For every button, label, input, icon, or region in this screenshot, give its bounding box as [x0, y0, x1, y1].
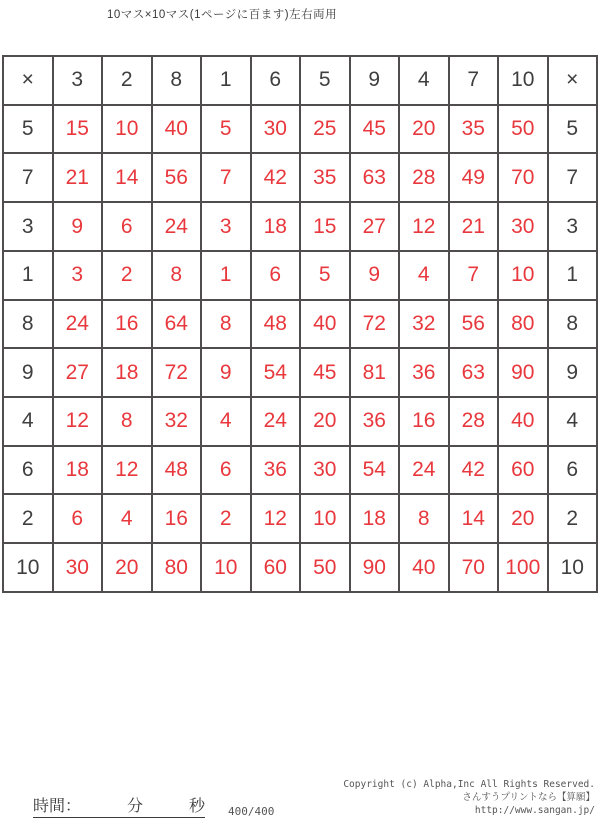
answer-cell: 70 — [449, 543, 499, 592]
answer-cell: 32 — [152, 397, 202, 446]
multiplication-table — [2, 55, 598, 593]
answer-cell: 18 — [53, 446, 103, 495]
col-header-cell: 1 — [201, 56, 251, 105]
answer-cell: 48 — [251, 300, 301, 349]
col-header-cell: 6 — [251, 56, 301, 105]
multiplication-table-body — [3, 56, 597, 592]
answer-cell: 7 — [201, 153, 251, 202]
row-header-cell: 7 — [3, 153, 53, 202]
row-header-cell: 5 — [548, 105, 598, 154]
operator-cell: × — [548, 56, 598, 105]
col-header-cell: 10 — [498, 56, 548, 105]
row-header-cell: 2 — [3, 494, 53, 543]
col-header-cell: 8 — [152, 56, 202, 105]
page-title: 10マス×10マス(1ページに百ます)左右両用 — [107, 9, 338, 21]
row-header-cell: 7 — [548, 153, 598, 202]
answer-cell: 20 — [498, 494, 548, 543]
col-header-cell: 9 — [350, 56, 400, 105]
answer-cell: 25 — [300, 105, 350, 154]
credits-block — [343, 779, 595, 817]
answer-cell: 48 — [152, 446, 202, 495]
answer-cell: 90 — [498, 348, 548, 397]
answer-cell: 36 — [251, 446, 301, 495]
answer-cell: 10 — [102, 105, 152, 154]
answer-cell: 20 — [399, 105, 449, 154]
answer-cell: 18 — [251, 202, 301, 251]
row-header-cell: 1 — [3, 251, 53, 300]
row-header-cell: 3 — [3, 202, 53, 251]
answer-cell: 16 — [152, 494, 202, 543]
answer-cell: 28 — [449, 397, 499, 446]
table-row — [3, 105, 597, 154]
answer-cell: 20 — [300, 397, 350, 446]
answer-cell: 8 — [152, 251, 202, 300]
answer-cell: 63 — [350, 153, 400, 202]
table-row — [3, 251, 597, 300]
answer-cell: 2 — [102, 251, 152, 300]
row-header-cell: 9 — [3, 348, 53, 397]
answer-cell: 8 — [399, 494, 449, 543]
row-header-cell: 1 — [548, 251, 598, 300]
answer-cell: 15 — [300, 202, 350, 251]
table-row — [3, 397, 597, 446]
answer-cell: 4 — [201, 397, 251, 446]
answer-cell: 16 — [399, 397, 449, 446]
answer-cell: 12 — [102, 446, 152, 495]
answer-cell: 18 — [350, 494, 400, 543]
answer-cell: 64 — [152, 300, 202, 349]
answer-cell: 10 — [498, 251, 548, 300]
header-row — [3, 56, 597, 105]
row-header-cell: 3 — [548, 202, 598, 251]
answer-cell: 4 — [102, 494, 152, 543]
answer-cell: 6 — [102, 202, 152, 251]
answer-cell: 9 — [201, 348, 251, 397]
row-header-cell: 10 — [548, 543, 598, 592]
row-header-cell: 6 — [3, 446, 53, 495]
row-header-cell: 10 — [3, 543, 53, 592]
answer-cell: 6 — [53, 494, 103, 543]
table-row — [3, 153, 597, 202]
answer-cell: 42 — [449, 446, 499, 495]
answer-cell: 9 — [53, 202, 103, 251]
copyright-text: Copyright (c) Alpha,Inc All Rights Reserved. — [343, 779, 595, 790]
answer-cell: 54 — [251, 348, 301, 397]
col-header-cell: 7 — [449, 56, 499, 105]
answer-cell: 50 — [498, 105, 548, 154]
answer-cell: 5 — [201, 105, 251, 154]
answer-cell: 60 — [498, 446, 548, 495]
answer-cell: 30 — [498, 202, 548, 251]
answer-cell: 9 — [350, 251, 400, 300]
answer-cell: 49 — [449, 153, 499, 202]
answer-cell: 40 — [498, 397, 548, 446]
answer-cell: 21 — [449, 202, 499, 251]
answer-cell: 24 — [53, 300, 103, 349]
row-header-cell: 8 — [3, 300, 53, 349]
table-row — [3, 446, 597, 495]
answer-cell: 30 — [53, 543, 103, 592]
row-header-cell: 2 — [548, 494, 598, 543]
answer-cell: 10 — [201, 543, 251, 592]
table-row — [3, 300, 597, 349]
answer-cell: 40 — [399, 543, 449, 592]
col-header-cell: 4 — [399, 56, 449, 105]
col-header-cell: 2 — [102, 56, 152, 105]
row-header-cell: 4 — [548, 397, 598, 446]
answer-cell: 42 — [251, 153, 301, 202]
answer-cell: 15 — [53, 105, 103, 154]
answer-cell: 80 — [152, 543, 202, 592]
col-header-cell: 5 — [300, 56, 350, 105]
time-entry-line — [33, 799, 205, 818]
answer-cell: 1 — [201, 251, 251, 300]
answer-cell: 40 — [152, 105, 202, 154]
row-header-cell: 9 — [548, 348, 598, 397]
answer-cell: 36 — [350, 397, 400, 446]
answer-cell: 27 — [350, 202, 400, 251]
answer-cell: 28 — [399, 153, 449, 202]
row-header-cell: 4 — [3, 397, 53, 446]
answer-cell: 72 — [152, 348, 202, 397]
row-header-cell: 6 — [548, 446, 598, 495]
answer-cell: 7 — [449, 251, 499, 300]
answer-cell: 32 — [399, 300, 449, 349]
answer-cell: 3 — [53, 251, 103, 300]
answer-cell: 4 — [399, 251, 449, 300]
table-row — [3, 494, 597, 543]
answer-cell: 27 — [53, 348, 103, 397]
time-label: 時間： — [33, 798, 82, 815]
answer-cell: 12 — [399, 202, 449, 251]
answer-cell: 40 — [300, 300, 350, 349]
answer-cell: 80 — [498, 300, 548, 349]
answer-cell: 35 — [449, 105, 499, 154]
table-row — [3, 348, 597, 397]
answer-cell: 21 — [53, 153, 103, 202]
brand-text: さんすうプリントなら【算願】 — [462, 791, 595, 803]
answer-cell: 60 — [251, 543, 301, 592]
site-url: http://www.sangan.jp/ — [474, 804, 595, 816]
answer-cell: 30 — [251, 105, 301, 154]
answer-cell: 70 — [498, 153, 548, 202]
answer-cell: 8 — [102, 397, 152, 446]
answer-cell: 63 — [449, 348, 499, 397]
answer-cell: 14 — [102, 153, 152, 202]
answer-cell: 8 — [201, 300, 251, 349]
answer-cell: 56 — [449, 300, 499, 349]
col-header-cell: 3 — [53, 56, 103, 105]
answer-cell: 50 — [300, 543, 350, 592]
answer-cell: 5 — [300, 251, 350, 300]
answer-cell: 90 — [350, 543, 400, 592]
row-header-cell: 8 — [548, 300, 598, 349]
answer-cell: 2 — [201, 494, 251, 543]
table-row — [3, 543, 597, 592]
answer-cell: 16 — [102, 300, 152, 349]
answer-cell: 12 — [251, 494, 301, 543]
table-row — [3, 202, 597, 251]
answer-cell: 45 — [300, 348, 350, 397]
answer-cell: 24 — [399, 446, 449, 495]
row-header-cell: 5 — [3, 105, 53, 154]
problem-count: 400/400 — [228, 805, 275, 818]
answer-cell: 6 — [251, 251, 301, 300]
answer-cell: 3 — [201, 202, 251, 251]
answer-cell: 54 — [350, 446, 400, 495]
answer-cell: 14 — [449, 494, 499, 543]
answer-cell: 100 — [498, 543, 548, 592]
answer-cell: 12 — [53, 397, 103, 446]
answer-cell: 36 — [399, 348, 449, 397]
answer-cell: 56 — [152, 153, 202, 202]
seconds-label: 秒 — [188, 798, 205, 815]
answer-cell: 72 — [350, 300, 400, 349]
answer-cell: 20 — [102, 543, 152, 592]
answer-cell: 45 — [350, 105, 400, 154]
operator-cell: × — [3, 56, 53, 105]
answer-cell: 18 — [102, 348, 152, 397]
answer-cell: 10 — [300, 494, 350, 543]
answer-cell: 24 — [251, 397, 301, 446]
answer-cell: 81 — [350, 348, 400, 397]
answer-cell: 6 — [201, 446, 251, 495]
answer-cell: 30 — [300, 446, 350, 495]
minutes-label: 分 — [126, 798, 143, 815]
answer-cell: 35 — [300, 153, 350, 202]
answer-cell: 24 — [152, 202, 202, 251]
